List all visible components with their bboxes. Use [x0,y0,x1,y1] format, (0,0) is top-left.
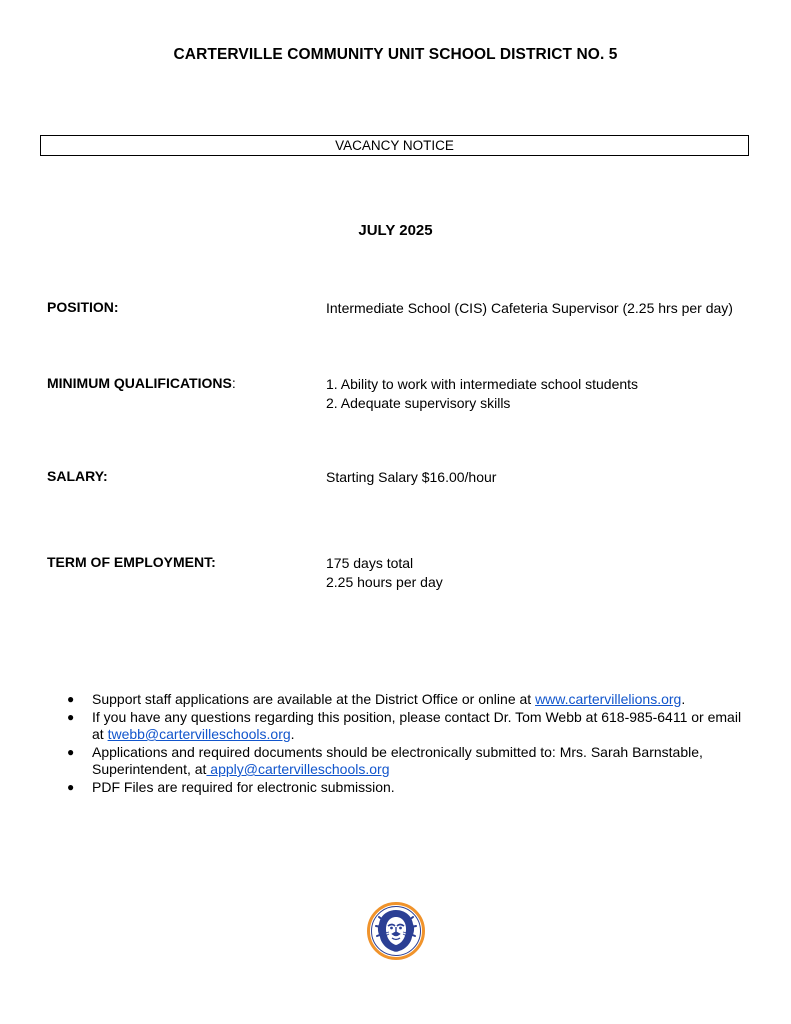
bullet-text: If you have any questions regarding this position, please contact Dr. Tom Webb at 618-985-6411 or email at [92,708,742,742]
bullet-end: . [681,691,686,707]
salary-text: Starting Salary $16.00/hour [326,469,497,485]
term-line: 2.25 hours per day [326,573,443,590]
contact-email-link[interactable]: twebb@cartervilleschools.org [107,726,291,742]
list-item [64,691,744,709]
vacancy-notice-label: VACANCY NOTICE [335,138,454,153]
vacancy-notice-box [40,135,749,156]
list-item [64,779,744,797]
position-text: Intermediate School (CIS) Cafeteria Supervisor (2.25 hrs per day) [326,300,733,316]
qualification-item: 1. Ability to work with intermediate school students [326,376,639,392]
salary-value [326,468,496,487]
bullet-icon: ● [67,692,75,706]
list-item [64,744,744,779]
bullet-icon: ● [67,744,75,759]
bullet-text: PDF Files are required for electronic submission. [92,778,395,795]
bullet-text: Applications and required documents should be electronically submitted to: Mrs. Sarah Barnstable, Superintendent, at [92,743,703,777]
qualifications-list [326,375,638,412]
apply-email-link[interactable]: apply@cartervilleschools.org [206,761,390,777]
list-item [64,709,744,744]
position-value [326,299,733,318]
qualification-item: 2. Adequate supervisory skills [326,394,511,411]
bullet-end: . [290,726,295,742]
notice-date: JULY 2025 [358,222,433,239]
district-title: CARTERVILLE COMMUNITY UNIT SCHOOL DISTRICT NO. 5 [173,46,618,63]
info-bullet-list [64,691,744,796]
position-label: POSITION: [47,299,119,315]
term-value [326,554,443,591]
bullet-icon: ● [67,779,75,794]
qualifications-label [47,375,236,391]
bullet-text: Support staff applications are available at the District Office or online at [92,691,536,707]
salary-label: SALARY: [47,468,108,484]
term-label: TERM OF EMPLOYMENT: [47,554,216,570]
bullet-icon: ● [67,709,75,724]
qualifications-label-colon: : [231,375,236,391]
lion-logo-icon [367,902,425,960]
qualifications-label-text: MINIMUM QUALIFICATIONS [47,375,232,391]
term-line: 175 days total [326,555,414,571]
website-link[interactable]: www.cartervillelions.org [535,691,682,707]
